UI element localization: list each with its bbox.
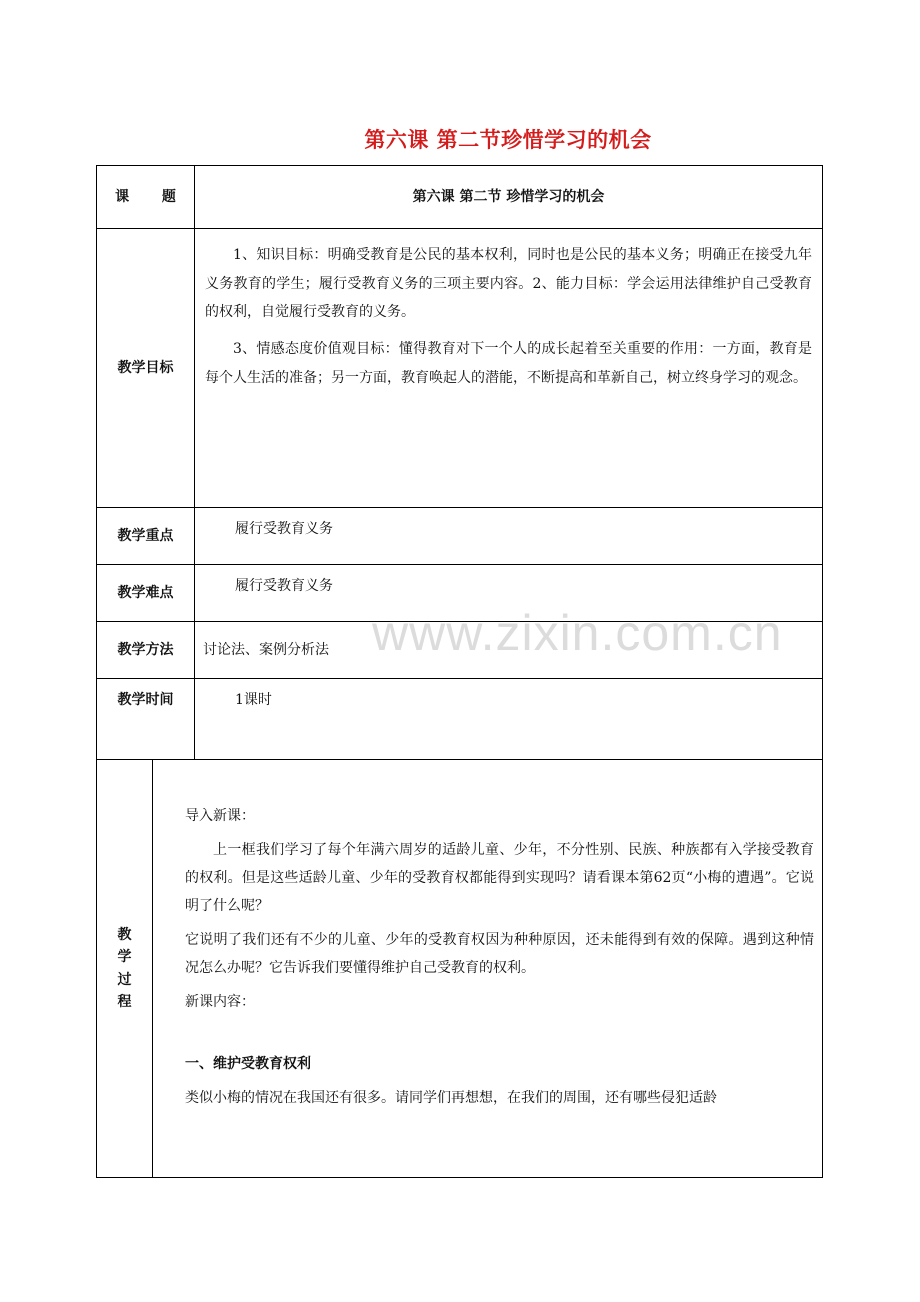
row-key-point [97,508,823,565]
process-content [153,760,823,1178]
time-label: 教学时间 [97,679,195,760]
time-content [195,679,823,760]
process-label-char: 过 [117,971,132,988]
row-method [97,622,823,679]
watermark: www.zixin.com.cn [372,605,783,661]
row-time [97,679,823,760]
objectives-label: 教学目标 [97,229,195,508]
key-point-value: 履行受教育义务 [235,521,333,537]
row-topic [97,166,823,229]
document-title: 第六课 第二节珍惜学习的机会 [364,128,652,152]
section-heading: 一、维护受教育权利 [185,1056,311,1072]
method-value: 讨论法、案例分析法 [195,622,823,679]
process-label-char: 教 [117,926,132,943]
objectives-paragraph-2: 3、情感态度价值观目标：懂得教育对下一个人的成长起着至关重要的作用：一方面，教育是每个人生活的准备；另一方面，教育唤起人的潜能，不断提高和革新自己，树立终身学习的观念。 [205,341,812,386]
lesson-plan-table [96,165,823,1178]
intro-heading: 导入新课： [185,808,255,824]
new-content-heading: 新课内容： [185,994,255,1010]
key-point-content [195,508,823,565]
method-label: 教学方法 [97,622,195,679]
row-difficulty [97,565,823,622]
key-point-label: 教学重点 [97,508,195,565]
difficulty-content [195,565,823,622]
intro-paragraph-1: 上一框我们学习了每个年满六周岁的适龄儿童、少年，不分性别、民族、种族都有入学接受教育的权利。但是这些适龄儿童、少年的受教育权都能得到实现吗？请看课本第62页“小梅的遭遇”。它说明了什么呢？ [185,842,814,914]
objectives-content [195,229,823,508]
topic-value: 第六课 第二节 珍惜学习的机会 [195,166,823,229]
process-label [97,760,153,1178]
process-label-char: 学 [117,949,132,966]
objectives-paragraph-1: 1、知识目标：明确受教育是公民的基本权利，同时也是公民的基本义务；明确正在接受九年义务教育的学生；履行受教育义务的三项主要内容。2、能力目标：学会运用法律维护自己受教育的权利，自觉履行受教育的义务。 [205,247,812,321]
difficulty-value: 履行受教育义务 [235,578,333,594]
intro-paragraph-2: 它说明了我们还有不少的儿童、少年的受教育权因为种种原因，还未能得到有效的保障。遇到这种情况怎么办呢？它告诉我们要懂得维护自己受教育的权利。 [185,932,814,976]
row-objectives [97,229,823,508]
difficulty-label: 教学难点 [97,565,195,622]
row-process [97,760,823,1178]
topic-label: 课 题 [97,166,195,229]
time-value: 1课时 [235,692,272,708]
process-label-char: 程 [117,993,132,1010]
section-paragraph: 类似小梅的情况在我国还有很多。请同学们再想想，在我们的周围，还有哪些侵犯适龄 [185,1090,717,1106]
